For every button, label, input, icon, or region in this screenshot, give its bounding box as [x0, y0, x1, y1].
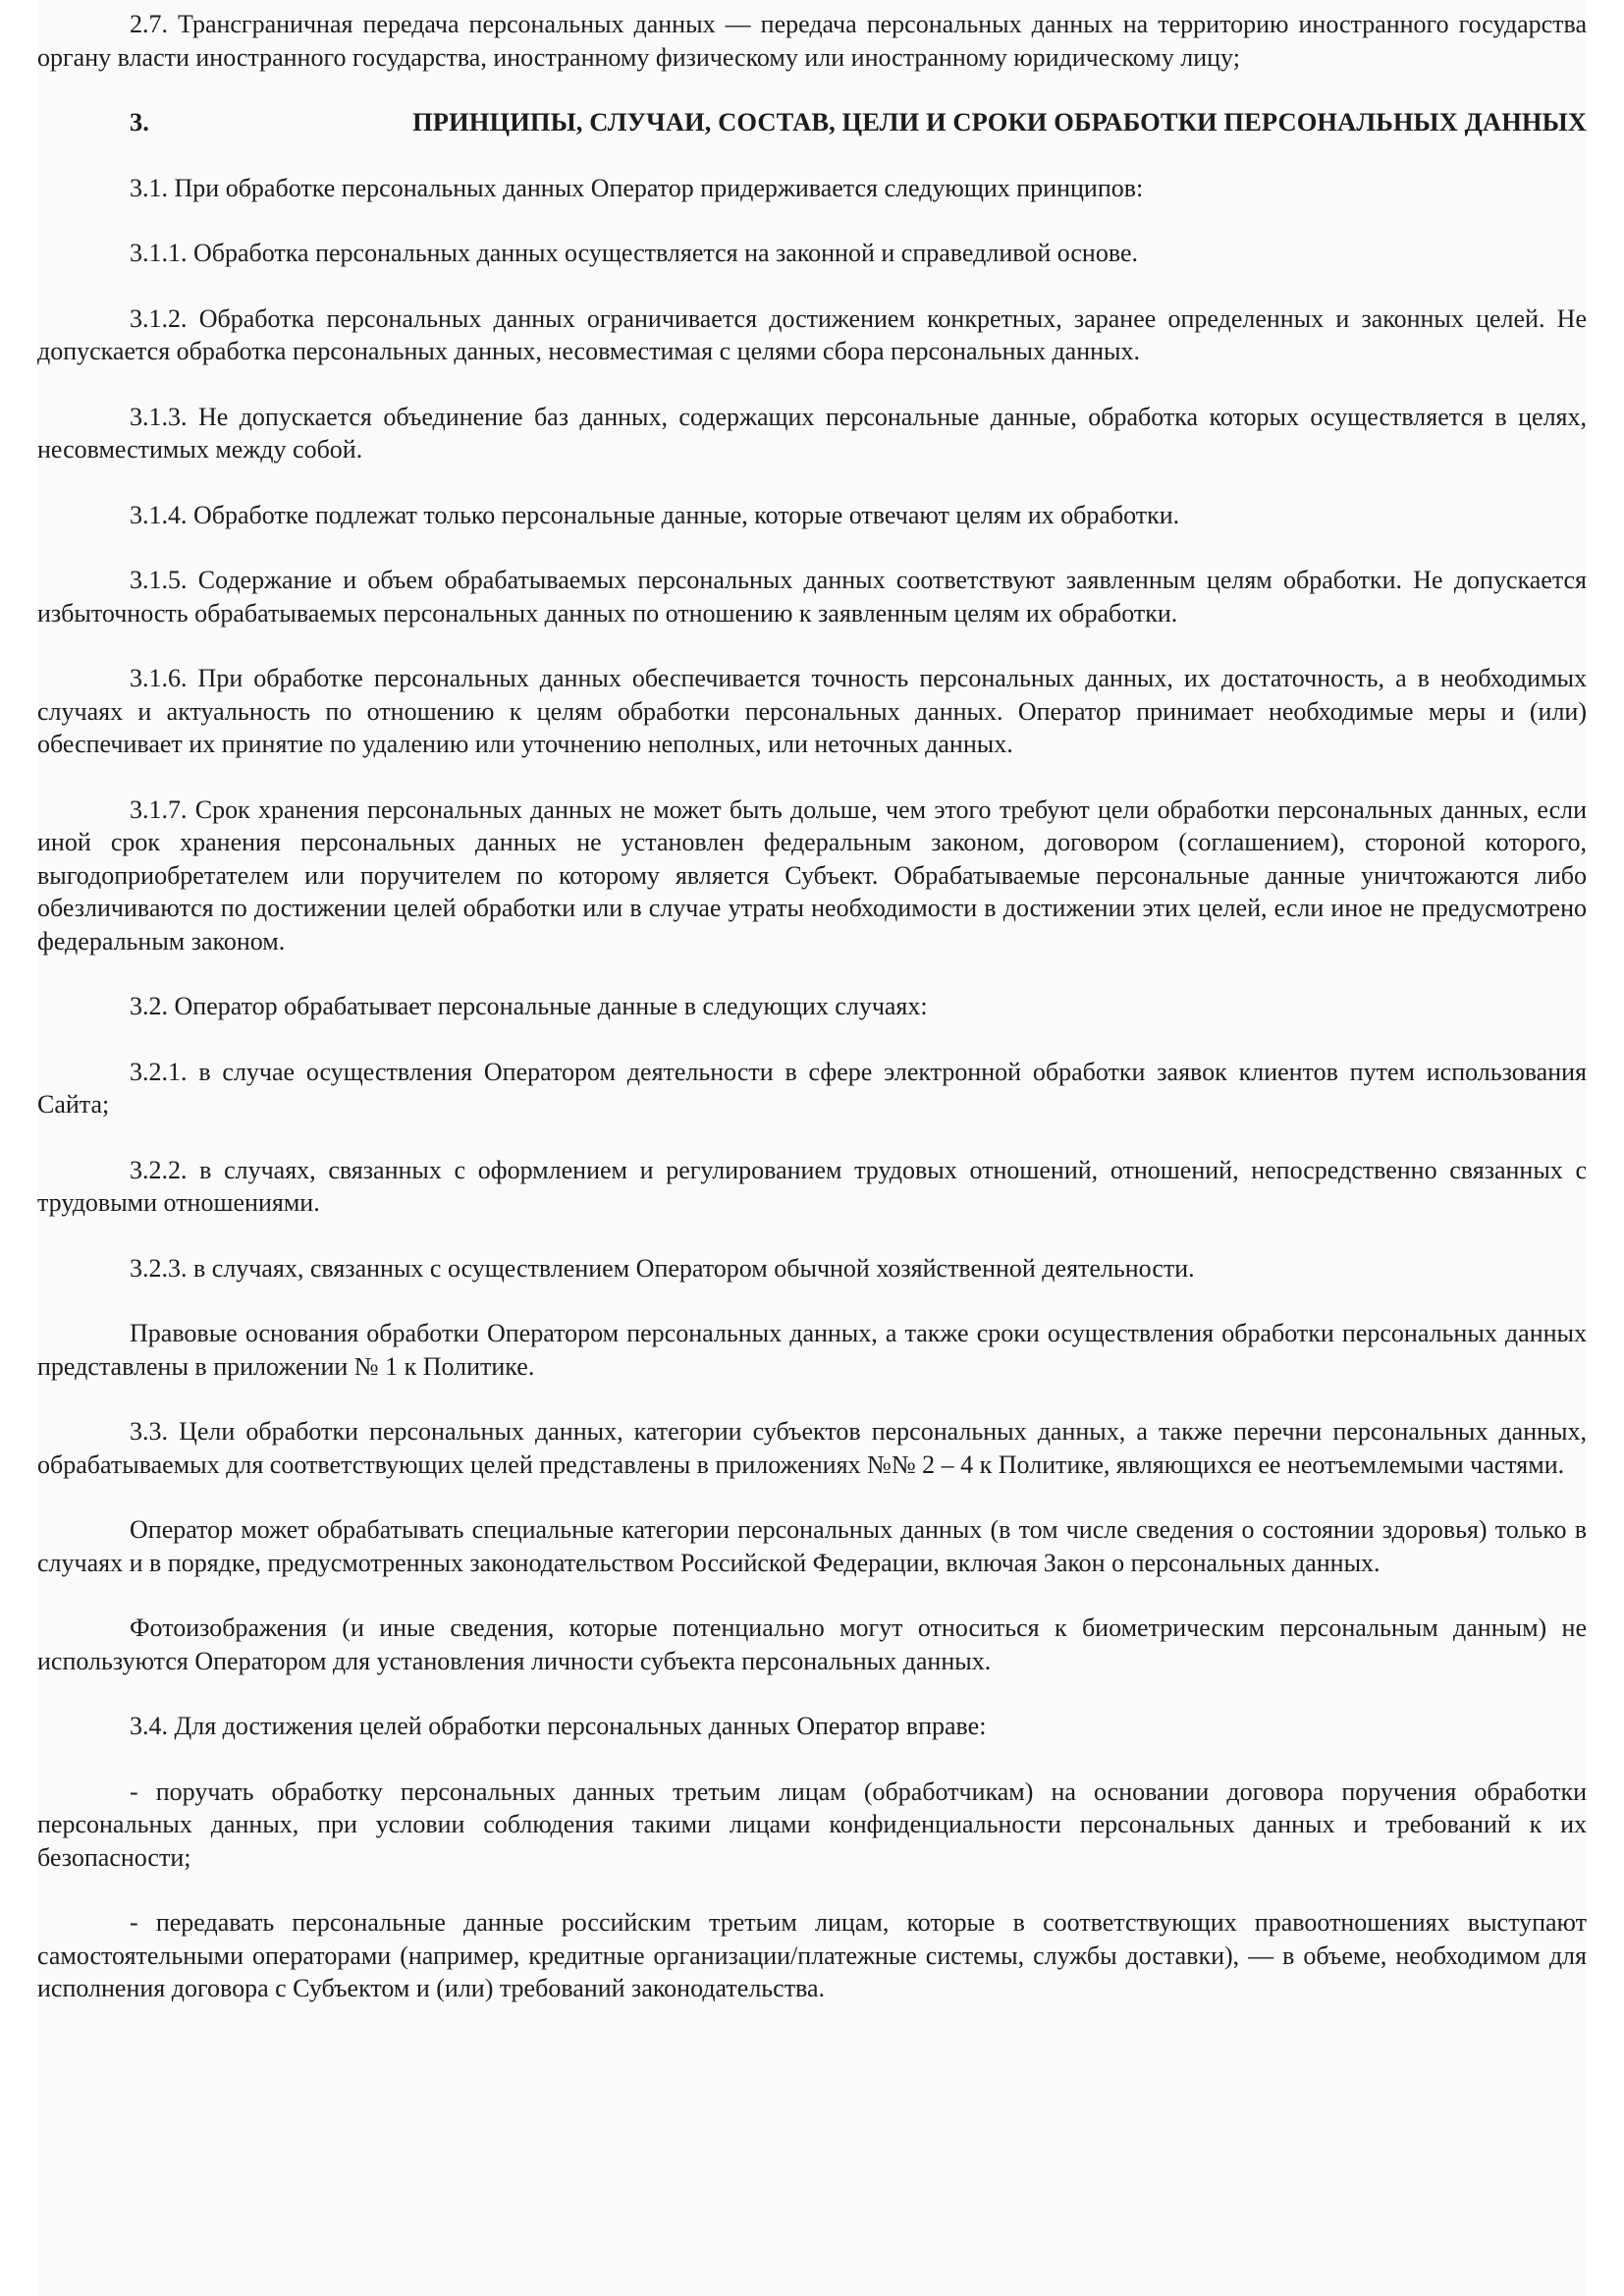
paragraph-special-categories: Оператор может обрабатывать специальные категории персональных данных (в том числе сведения о состоянии здоровья) только в случаях и в порядке, предусмотренных законодательством Российской Федерации, включая Закон о персональных данных.	[37, 1515, 1587, 1577]
paragraph-3-1-7: 3.1.7. Срок хранения персональных данных не может быть дольше, чем этого требуют цели обработки персональных данных, если иной срок хранения персональных данных не установлен федеральным законом, договором (соглашением), стороной которого, выгодоприобретателем или поручителем по которому является Субъект. Обрабатываемые персональные данные уничтожаются либо обезличиваются по достижении целей обработки или в случае утраты необходимости в достижении этих целей, если иное не предусмотрено федеральным законом.	[37, 794, 1587, 956]
paragraph-3-4: 3.4. Для достижения целей обработки персональных данных Оператор вправе:	[130, 1712, 987, 1740]
list-item-third-parties: - передавать персональные данные российским третьим лицам, которые в соответствующих правоотношениях выступают самостоятельными операторами (например, кредитные организации/платежные системы, службы доставки), — в объеме, необходимом для исполнения договора с Субъектом и (или) требований законодательства.	[37, 1908, 1587, 2002]
section-heading	[37, 106, 1587, 139]
paragraph-3-2-1: 3.2.1. в случае осуществления Оператором деятельности в сфере электронной обработки заявок клиентов путем использования Сайта;	[37, 1057, 1587, 1119]
paragraph-3-1-2: 3.1.2. Обработка персональных данных ограничивается достижением конкретных, заранее определенных и законных целей. Не допускается обработка персональных данных, несовместимая с целями сбора персональных данных.	[37, 303, 1587, 365]
paragraph-2-7: 2.7. Трансграничная передача персональных данных — передача персональных данных на территорию иностранного государства органу власти иностранного государства, иностранному физическому или иностранному юридическому лицу;	[37, 10, 1587, 72]
section-number: 3.	[130, 107, 149, 137]
list-item-processors: - поручать обработку персональных данных третьим лицам (обработчикам) на основании договора поручения обработки персональных данных, при условии соблюдения такими лицами конфиденциальности персональных данных и требований к их безопасности;	[37, 1777, 1587, 1872]
paragraph-photo-images: Фотоизображения (и иные сведения, которые потенциально могут относиться к биометрическим персональным данным) не используются Оператором для установления личности субъекта персональных данных.	[37, 1613, 1587, 1675]
paragraph-3-1-3: 3.1.3. Не допускается объединение баз данных, содержащих персональные данные, обработка которых осуществляется в целях, несовместимых между собой.	[37, 402, 1587, 464]
paragraph-legal-basis: Правовые основания обработки Оператором персональных данных, а также сроки осуществления обработки персональных данных представлены в приложении № 1 к Политике.	[37, 1319, 1587, 1381]
paragraph-3-2-3: 3.2.3. в случаях, связанных с осуществлением Оператором обычной хозяйственной деятельности.	[130, 1253, 1195, 1283]
paragraph-3-1-4: 3.1.4. Обработке подлежат только персональные данные, которые отвечают целям их обработки.	[130, 500, 1180, 529]
section-title: ПРИНЦИПЫ, СЛУЧАИ, СОСТАВ, ЦЕЛИ И СРОКИ ОБРАБОТКИ ПЕРСОНАЛЬНЫХ ДАННЫХ	[412, 107, 1587, 137]
paragraph-3-1: 3.1. При обработке персональных данных Оператор придерживается следующих принципов:	[130, 173, 1144, 202]
paragraph-3-1-5: 3.1.5. Содержание и объем обрабатываемых персональных данных соответствуют заявленным целям обработки. Не допускается избыточность обрабатываемых персональных данных по отношению к заявленным целям их обработки.	[37, 566, 1587, 628]
paragraph-3-1-6: 3.1.6. При обработке персональных данных обеспечивается точность персональных данных, их достаточность, а в необходимых случаях и актуальность по отношению к целям обработки персональных данных. Оператор принимает необходимые меры и (или) обеспечивает их принятие по удалению или уточнению неполных, или неточных данных.	[37, 664, 1587, 758]
paragraph-3-3: 3.3. Цели обработки персональных данных, категории субъектов персональных данных, а также перечни персональных данных, обрабатываемых для соответствующих целей представлены в приложениях №№ 2 – 4 к Политике, являющихся ее неотъемлемыми частями.	[37, 1417, 1587, 1479]
document-body	[37, 8, 1587, 2038]
paragraph-3-2-2: 3.2.2. в случаях, связанных с оформлением и регулированием трудовых отношений, отношений, непосредственно связанных с трудовыми отношениями.	[37, 1155, 1587, 1217]
paragraph-3-2: 3.2. Оператор обрабатывает персональные данные в следующих случаях:	[130, 992, 928, 1020]
paragraph-3-1-1: 3.1.1. Обработка персональных данных осуществляется на законной и справедливой основе.	[130, 239, 1139, 267]
